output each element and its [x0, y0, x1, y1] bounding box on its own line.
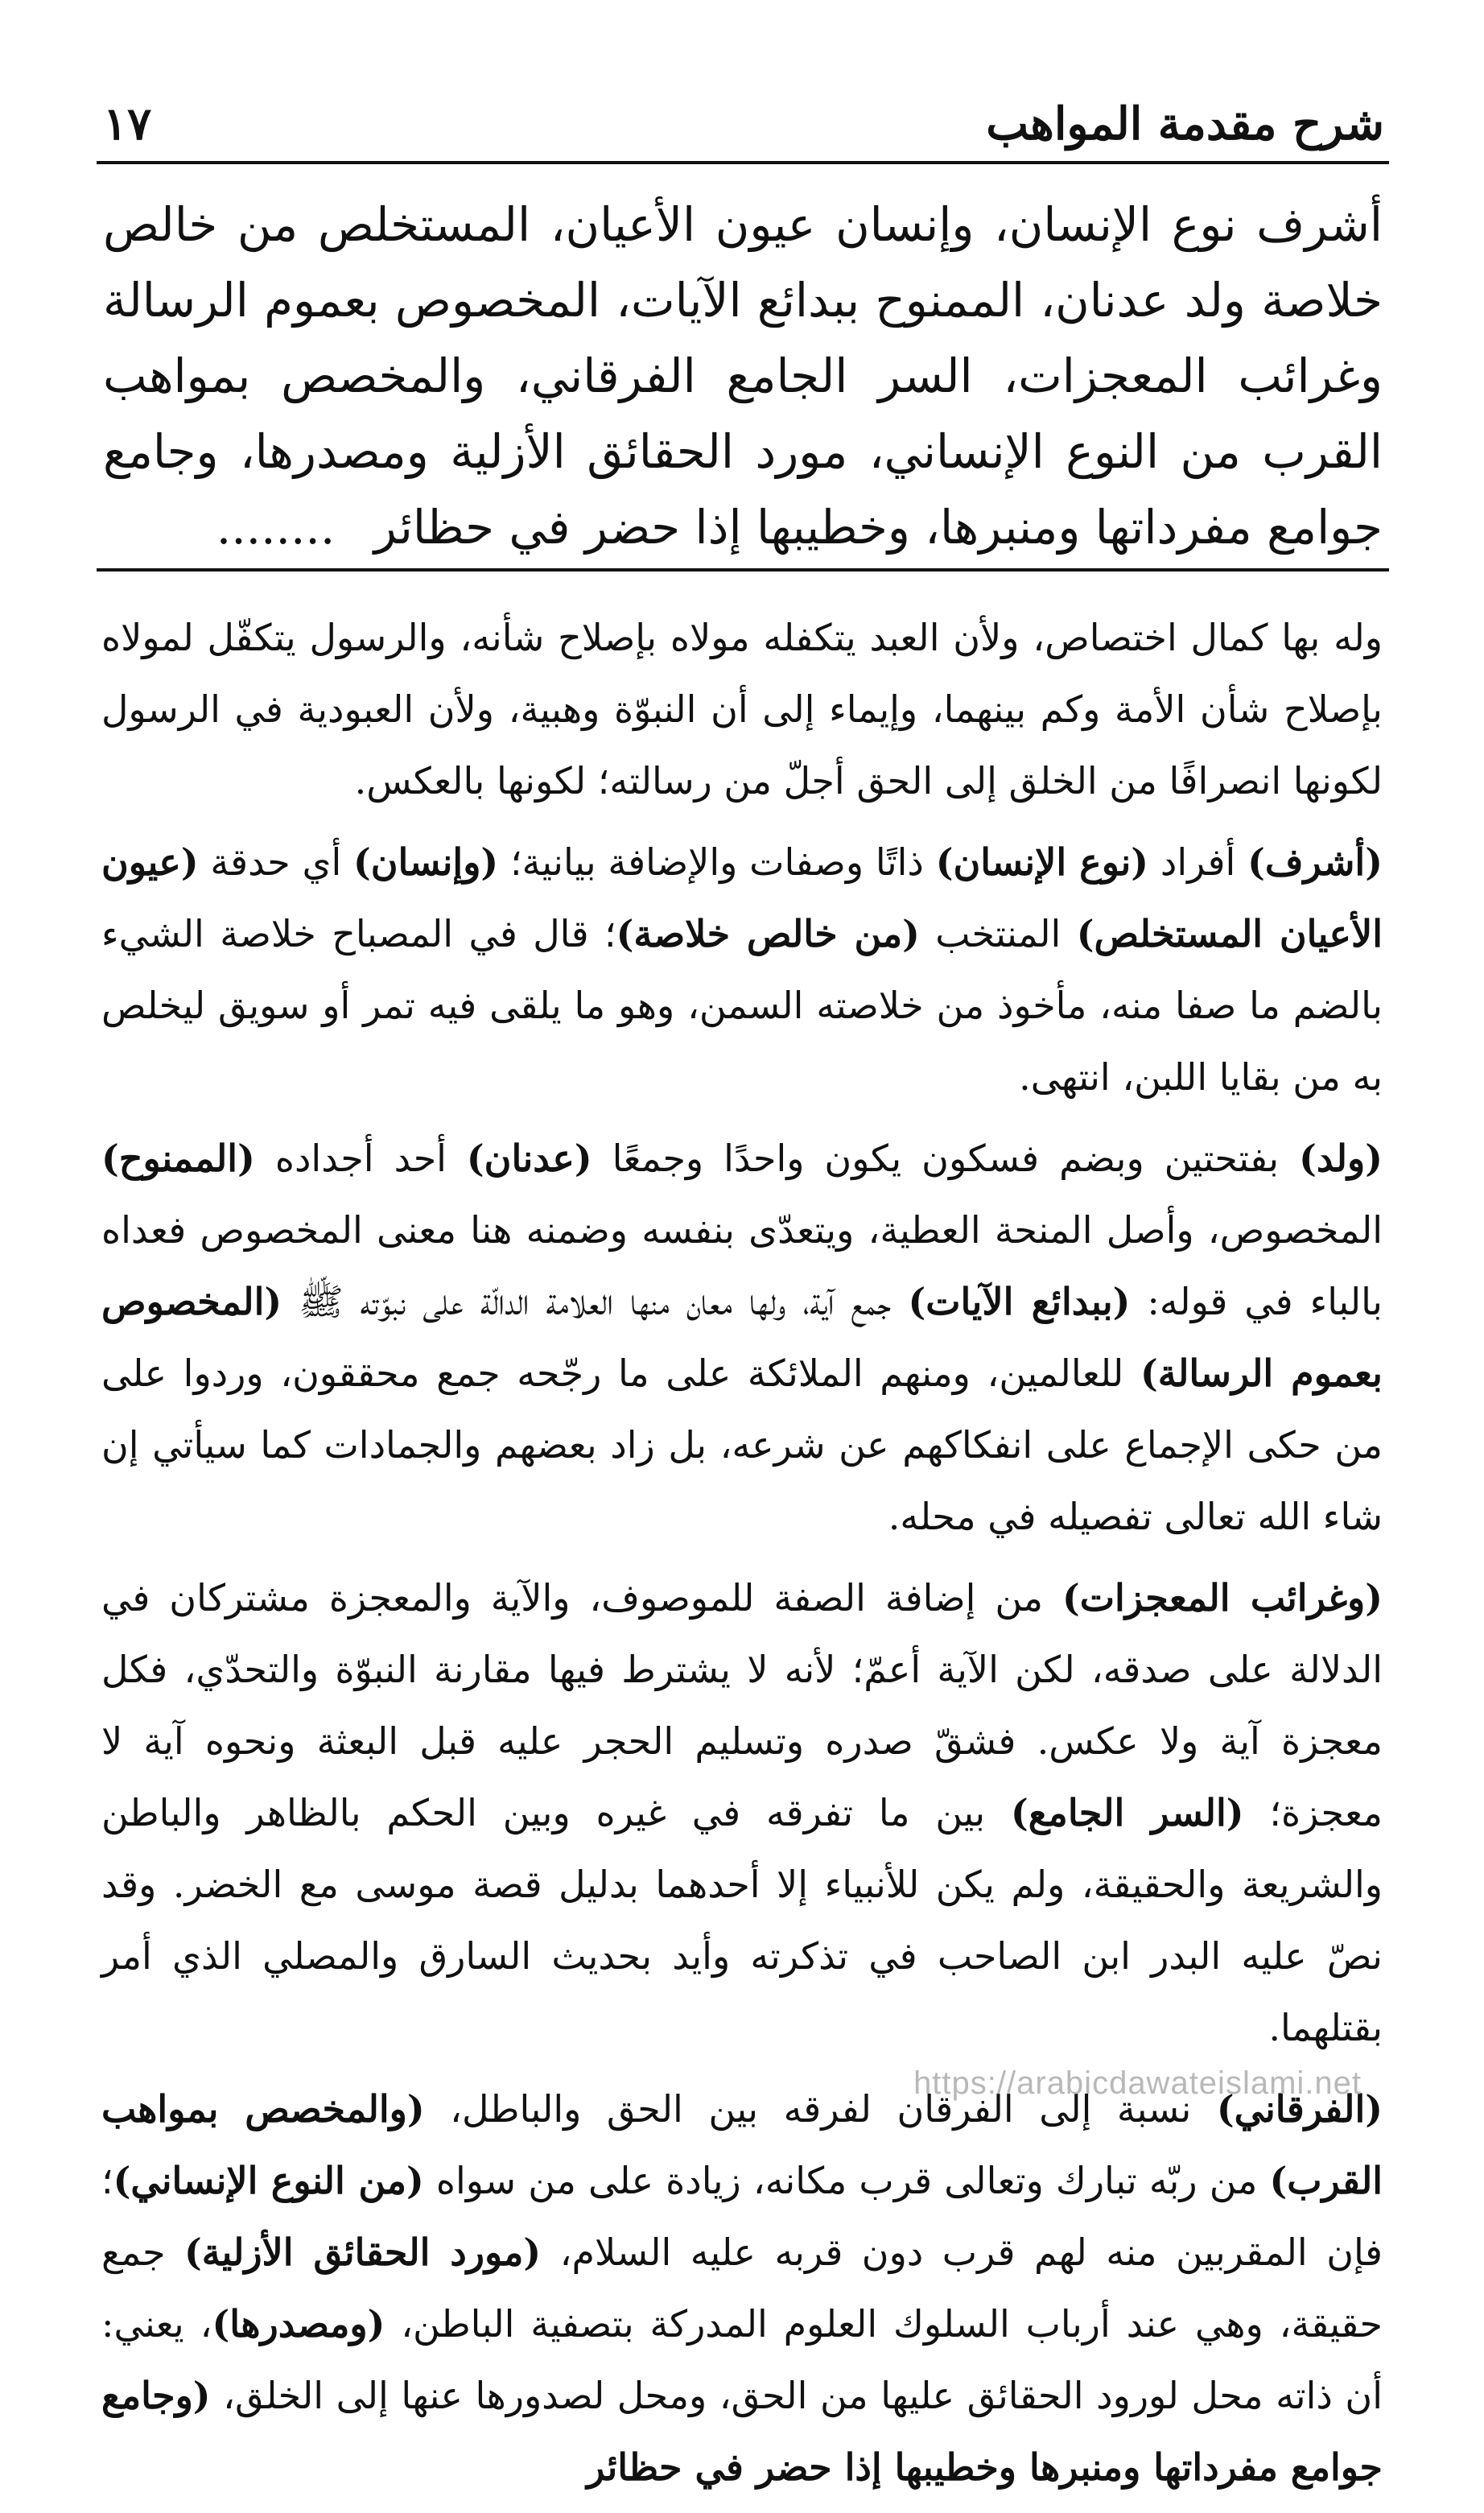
- matn-quote: (مورد الحقائق الأزلية): [184, 2230, 542, 2274]
- commentary-text: جمع حقيقة، وهي عند أرباب السلوك العلوم المدركة بتصفية الباطن،: [101, 2230, 1383, 2346]
- commentary-paragraph-4: [101, 1562, 1383, 2064]
- commentary-text: أفراد: [1148, 840, 1248, 884]
- matn-body: أشرف نوع الإنسان، وإنسان عيون الأعيان، المستخلص من خالص خلاصة ولد عدنان، الممنوح ببدائع الآيات، المخصوص بعموم الرسالة وغرائب المعجزات، السر الجامع الفرقاني، والمخصص بمواهب القرب من النوع الإنساني، مورد الحقائق الأزلية ومصدرها، وجامع جوامع مفرداتها ومنبرها، وخطيبها إذا حضر في حظائر: [103, 197, 1383, 555]
- commentary-text: نسبة إلى الفرقان لفرقه بين الحق والباطل،: [424, 2087, 1217, 2131]
- matn-quote: (عدنان): [466, 1137, 592, 1180]
- matn-quote: (وغرائب المعجزات): [1061, 1576, 1383, 1620]
- matn-quote: (من خالص خلاصة): [616, 912, 920, 955]
- matn-quote: (عيون الأعيان المستخلص): [101, 840, 1383, 955]
- matn-divider: [97, 568, 1389, 572]
- page-number: ١٧: [103, 97, 152, 151]
- matn-quote: (والمخصص بمواهب القرب): [101, 2087, 1383, 2202]
- commentary-text: بين ما تفرقه في غيره وبين الحكم بالظاهر والباطن والشريعة والحقيقة، ولم يكن للأنبياء إلا أحدهما بدليل قصة موسى مع الخضر. وقد نصّ عليه البدر ابن الصاحب في تذكرته وأيد بحديث السارق والمصلي الذي أمر بقتلهما.: [101, 1791, 1383, 2049]
- matn-quote: (الممنوح): [101, 1137, 255, 1180]
- matn-quote: (الفرقاني): [1216, 2087, 1383, 2131]
- matn-quote: (نوع الإنسان): [935, 840, 1149, 884]
- commentary-text: من إضافة الصفة للموصوف، والآية والمعجزة مشتركان في الدلالة على صدقه، لكن الآية أعمّ؛ لأنه لا يشترط فيها مقارنة النبوّة والتحدّي، فكل معجزة آية ولا عكس. فشقّ صدره وتسليم الحجر عليه قبل البعثة ونحوه آية لا معجزة؛: [101, 1576, 1383, 1834]
- commentary-text: ، يعني: أن ذاته محل لورود الحقائق عليها من الحق، ومحل لصدورها عنها إلى الخلق،: [101, 2302, 1383, 2417]
- matn-quote: (ومصدرها): [212, 2302, 385, 2346]
- matn-quote: (وجامع جوامع مفرداتها ومنبرها وخطيبها إذا حضر في حظائر: [101, 2374, 1383, 2489]
- commentary-block: [101, 602, 1383, 2513]
- matn-quote: (ولد): [1299, 1137, 1383, 1180]
- commentary-paragraph-2: [101, 827, 1383, 1113]
- commentary-text: المنتخب: [919, 912, 1077, 955]
- matn-dots: ........: [216, 500, 336, 555]
- commentary-text: أي حدقة: [198, 840, 354, 884]
- running-title: شرح مقدمة المواهب: [986, 97, 1384, 151]
- commentary-text: ذاتًا وصفات والإضافة بيانية؛: [498, 840, 936, 884]
- commentary-text: ؛ قال في المصباح خلاصة الشيء بالضم ما صفا منه، مأخوذ من خلاصته السمن، وهو ما يلقى فيه تمر أو سويق ليخلص به من بقايا اللبن، انتهى.: [101, 912, 1383, 1099]
- commentary-text: من ربّه تبارك وتعالى قرب مكانه، زيادة على من سواه: [423, 2159, 1270, 2202]
- commentary-text: أحد أجداده: [254, 1137, 467, 1180]
- commentary-text: بفتحتين وبضم فسكون يكون واحدًا وجمعًا: [592, 1137, 1300, 1180]
- commentary-text: للعالمين، ومنهم الملائكة على ما رجّحه جمع محققون، وردوا على من حكى الإجماع على انفكاكهم عن شرعه، بل زاد بعضهم والجمادات كما سيأتي إن شاء الله تعالى تفصيله في محله.: [101, 1351, 1383, 1538]
- matn-quote: (أشرف): [1247, 840, 1383, 884]
- matn-text: [103, 187, 1383, 565]
- header-divider: [97, 161, 1389, 164]
- matn-block: [103, 187, 1383, 565]
- matn-quote: (السر الجامع): [1010, 1791, 1244, 1834]
- matn-quote: (ببدائع الآيات): [908, 1280, 1131, 1323]
- matn-quote: (وإنسان): [353, 840, 499, 884]
- matn-quote: (المخصوص بعموم الرسالة): [101, 1280, 1383, 1395]
- commentary-text: المخصوص، وأصل المنحة العطية، ويتعدّى بنفسه وضمنه هنا معنى المخصوص فعداه بالباء في قوله:: [101, 1208, 1383, 1323]
- commentary-paragraph-3: [101, 1123, 1383, 1553]
- commentary-paragraph-5: [101, 2074, 1383, 2503]
- commentary-paragraph-1: وله بها كمال اختصاص، ولأن العبد يتكفله مولاه بإصلاح شأنه، والرسول يتكفّل لمولاه بإصلاح شأن الأمة وكم بينهما، وإيماء إلى أن النبوّة وهبية، ولأن العبودية في الرسول لكونها انصرافًا من الخلق إلى الحق أجلّ من رسالته؛ لكونها بالعكس.: [101, 616, 1383, 803]
- commentary-text: ؛ فإن المقربين منه لهم قرب دون قربه عليه السلام،: [101, 2159, 1383, 2274]
- commentary-text: جمع آية، ولها معان منها العلامة الدالّة على نبوّته ﷺ: [282, 1280, 909, 1323]
- matn-quote: (من النوع الإنساني): [113, 2159, 424, 2202]
- page-header: [103, 74, 1384, 151]
- website-watermark: https://arabicdawateislami.net: [913, 2065, 1362, 2101]
